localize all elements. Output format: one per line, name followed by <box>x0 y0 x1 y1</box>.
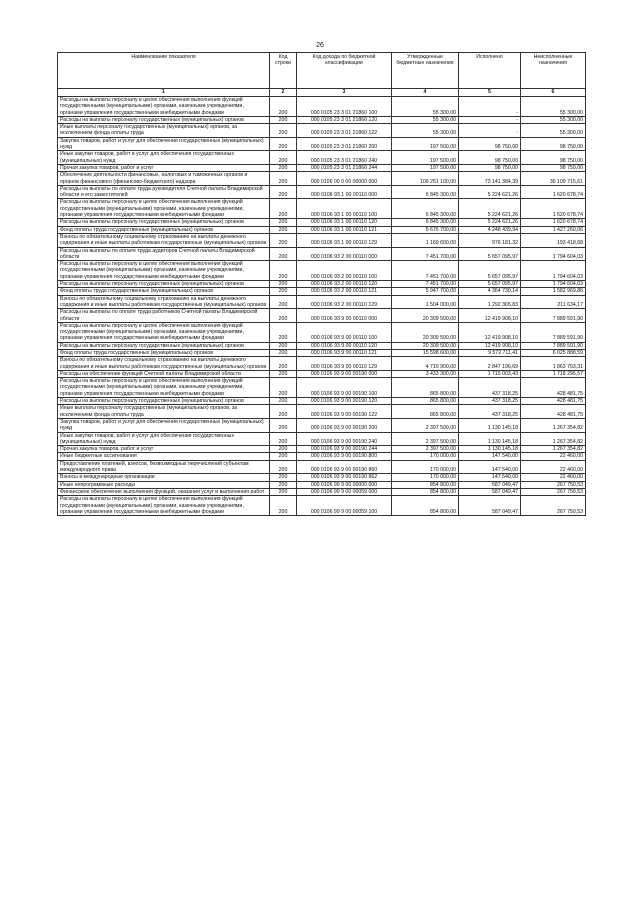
row-unexecuted-cell: 1 582 969,86 <box>521 288 586 295</box>
row-approved-cell: 197 500,00 <box>392 164 459 171</box>
row-unexecuted-cell: 428 481,75 <box>521 398 586 405</box>
page-number: 26 <box>316 42 324 49</box>
row-executed-cell: 1 715 003,43 <box>459 370 521 377</box>
row-unexecuted-cell: 1 794 604,03 <box>521 261 586 281</box>
row-approved-cell: 197 500,00 <box>392 151 459 165</box>
table-row <box>58 164 586 171</box>
row-classification-cell: 000 0106 93 9 00 00190 862 <box>297 474 392 481</box>
row-name-cell: Расходы на выплаты персоналу в целях обеспечения выполнения функций государственными (муниципальными) органами, казенными учреждениями, органами управления государственными внебюджетными фондами <box>58 97 270 117</box>
row-approved-cell: 55 300,00 <box>392 124 459 138</box>
row-approved-cell: 2 397 500,00 <box>392 418 459 432</box>
row-executed-cell: 5 224 621,26 <box>459 185 521 199</box>
table-row <box>58 322 586 342</box>
column-number: 5 <box>459 89 521 97</box>
table-row <box>58 233 586 247</box>
row-executed-cell: 437 318,25 <box>459 398 521 405</box>
row-approved-cell: 20 309 500,00 <box>392 322 459 342</box>
row-unexecuted-cell: 1 863 703,31 <box>521 357 586 371</box>
row-code-cell: 200 <box>270 446 297 453</box>
row-executed-cell: 98 750,00 <box>459 164 521 171</box>
row-approved-cell: 15 598 600,00 <box>392 349 459 356</box>
row-unexecuted-cell: 428 481,75 <box>521 405 586 419</box>
row-code-cell: 200 <box>270 185 297 199</box>
row-approved-cell: 5 947 700,00 <box>392 288 459 295</box>
row-approved-cell: 197 500,00 <box>392 137 459 151</box>
row-executed-cell: 12 419 908,10 <box>459 322 521 342</box>
row-classification-cell: 000 0106 93 9 00 00190 122 <box>297 405 392 419</box>
row-classification-cell: 000 0106 93 9 00 00190 244 <box>297 446 392 453</box>
table-row <box>58 378 586 398</box>
row-name-cell: Иные непрограммные расходы <box>58 481 270 488</box>
table-row <box>58 460 586 474</box>
row-classification-cell: 000 0106 93 2 00 00110 129 <box>297 295 392 309</box>
row-executed-cell: 5 657 095,97 <box>459 247 521 261</box>
row-name-cell: Расходы на выплаты персоналу в целях обеспечения выполнения функций государственными (муниципальными) органами, казенными учреждениями, органами управления государственными внебюджетными фондами <box>58 199 270 219</box>
table-row <box>58 349 586 356</box>
row-executed-cell: - <box>459 116 521 123</box>
row-unexecuted-cell: 7 889 591,90 <box>521 342 586 349</box>
row-name-cell: Взносы в международные организации <box>58 474 270 481</box>
row-classification-cell: 000 0106 93 1 00 00110 129 <box>297 233 392 247</box>
row-classification-cell: 000 0106 93 9 00 00190 860 <box>297 460 392 474</box>
row-executed-cell: 147 540,00 <box>459 453 521 460</box>
table-row <box>58 432 586 446</box>
row-unexecuted-cell: 1 427 260,06 <box>521 226 586 233</box>
row-code-cell: 200 <box>270 496 297 516</box>
row-executed-cell: 98 750,00 <box>459 151 521 165</box>
row-classification-cell: 000 0106 93 9 00 00190 000 <box>297 370 392 377</box>
table-row <box>58 488 586 495</box>
row-executed-cell: 5 657 095,97 <box>459 261 521 281</box>
row-classification-cell: 000 0105 23 3 01 21860 200 <box>297 137 392 151</box>
budget-execution-table <box>57 52 586 516</box>
row-classification-cell: 000 0106 93 9 00 00190 100 <box>297 378 392 398</box>
row-classification-cell: 000 0106 99 9 00 00059 000 <box>297 488 392 495</box>
row-name-cell: Прочая закупка товаров, работ и услуг <box>58 446 270 453</box>
row-name-cell: Предоставление платежей, взносов, безвозмездных перечислений субъектам международного права <box>58 460 270 474</box>
row-approved-cell: 6 845 300,00 <box>392 199 459 219</box>
row-executed-cell: 2 847 196,69 <box>459 357 521 371</box>
table-row <box>58 453 586 460</box>
row-code-cell: 200 <box>270 151 297 165</box>
row-code-cell: 200 <box>270 261 297 281</box>
row-approved-cell: 55 300,00 <box>392 97 459 117</box>
row-name-cell: Расходы на выплаты персоналу государственных (муниципальных) органов <box>58 219 270 226</box>
column-number: 1 <box>58 89 270 97</box>
row-name-cell: Расходы на выплаты персоналу государственных (муниципальных) органов <box>58 116 270 123</box>
table-row <box>58 281 586 288</box>
row-unexecuted-cell: 267 750,53 <box>521 481 586 488</box>
table-row <box>58 405 586 419</box>
row-classification-cell: 000 0106 00 0 00 00000 000 <box>297 172 392 186</box>
row-executed-cell: 12 419 908,10 <box>459 309 521 323</box>
row-classification-cell: 000 0106 93 9 00 00190 120 <box>297 398 392 405</box>
row-approved-cell: 7 451 700,00 <box>392 261 459 281</box>
row-code-cell: 200 <box>270 97 297 117</box>
row-code-cell: 200 <box>270 233 297 247</box>
header-executed: Исполнено <box>459 53 521 89</box>
row-name-cell: Расходы на выплаты по оплате труда руководителя Счетной палаты Владимирской области и его заместителей <box>58 185 270 199</box>
column-number-row <box>58 89 586 97</box>
row-code-cell: 200 <box>270 116 297 123</box>
row-executed-cell: 1 130 145,18 <box>459 446 521 453</box>
table-row <box>58 185 586 199</box>
row-name-cell: Расходы на выплаты персоналу государственных (муниципальных) органов <box>58 281 270 288</box>
row-classification-cell: 000 0105 23 3 01 21860 122 <box>297 124 392 138</box>
table-header-row <box>58 53 586 89</box>
row-approved-cell: 4 710 900,00 <box>392 357 459 371</box>
row-approved-cell: 55 300,00 <box>392 116 459 123</box>
row-approved-cell: 3 433 300,00 <box>392 370 459 377</box>
row-name-cell: Расходы на выплаты персоналу в целях обеспечения выполнения функций государственными (муниципальными) органами, казенными учреждениями, органами управления государственными внебюджетными фондами <box>58 378 270 398</box>
row-unexecuted-cell: 1 267 354,82 <box>521 446 586 453</box>
row-code-cell: 200 <box>270 172 297 186</box>
row-code-cell: 200 <box>270 342 297 349</box>
row-code-cell: 200 <box>270 370 297 377</box>
table-row <box>58 116 586 123</box>
table-row <box>58 247 586 261</box>
row-executed-cell: 1 130 145,18 <box>459 432 521 446</box>
row-classification-cell: 000 0106 93 2 00 00110 120 <box>297 281 392 288</box>
row-code-cell: 200 <box>270 281 297 288</box>
row-unexecuted-cell: 98 750,00 <box>521 137 586 151</box>
row-approved-cell: 7 451 700,00 <box>392 281 459 288</box>
header-code: Код строки <box>270 53 297 89</box>
row-classification-cell: 000 0106 93 1 00 00110 000 <box>297 185 392 199</box>
row-approved-cell: 865 800,00 <box>392 405 459 419</box>
table-row <box>58 342 586 349</box>
row-classification-cell: 000 0106 93 1 00 00110 120 <box>297 219 392 226</box>
row-executed-cell: 12 419 908,10 <box>459 342 521 349</box>
row-approved-cell: 854 800,00 <box>392 481 459 488</box>
table-row <box>58 474 586 481</box>
row-executed-cell: 587 049,47 <box>459 481 521 488</box>
row-name-cell: Расходы на выплаты персоналу государственных (муниципальных) органов <box>58 342 270 349</box>
row-classification-cell: 000 0106 93 9 00 00190 800 <box>297 453 392 460</box>
row-name-cell: Фонд оплаты труда государственных (муниципальных) органов <box>58 288 270 295</box>
row-code-cell: 200 <box>270 226 297 233</box>
row-executed-cell: 5 657 095,97 <box>459 281 521 288</box>
row-classification-cell: 000 0106 93 1 00 00110 100 <box>297 199 392 219</box>
row-unexecuted-cell: 1 794 604,03 <box>521 281 586 288</box>
row-name-cell: Взносы по обязательному социальному страхованию на выплаты денежного содержания и иные выплаты работникам государственных (муниципальных) органов <box>58 357 270 371</box>
row-approved-cell: 1 504 000,00 <box>392 295 459 309</box>
row-code-cell: 200 <box>270 219 297 226</box>
row-code-cell: 200 <box>270 453 297 460</box>
row-code-cell: 200 <box>270 322 297 342</box>
table-row <box>58 295 586 309</box>
row-name-cell: Расходы на выплаты по оплате труда работников Счетной палаты Владимирской области <box>58 309 270 323</box>
row-classification-cell: 000 0106 99 9 00 00059 100 <box>297 496 392 516</box>
row-code-cell: 200 <box>270 199 297 219</box>
table-row <box>58 226 586 233</box>
row-approved-cell: 6 845 300,00 <box>392 219 459 226</box>
row-classification-cell: 000 0106 93 9 00 00110 129 <box>297 357 392 371</box>
row-executed-cell: 4 248 439,94 <box>459 226 521 233</box>
row-classification-cell: 000 0105 23 3 01 21860 244 <box>297 164 392 171</box>
header-name: Наименование показателя <box>58 53 270 89</box>
row-unexecuted-cell: 1 718 296,57 <box>521 370 586 377</box>
row-unexecuted-cell: 22 460,00 <box>521 460 586 474</box>
row-name-cell: Расходы на выплаты по оплате труда аудиторов Счетной палаты Владимирской области <box>58 247 270 261</box>
row-executed-cell: 437 318,25 <box>459 405 521 419</box>
row-name-cell: Закупка товаров, работ и услуг для обеспечения государственных (муниципальных) нужд <box>58 418 270 432</box>
row-classification-cell: 000 0106 93 1 00 00110 121 <box>297 226 392 233</box>
table-row <box>58 137 586 151</box>
row-code-cell: 200 <box>270 432 297 446</box>
table-row <box>58 97 586 117</box>
column-number: 6 <box>521 89 586 97</box>
row-unexecuted-cell: 211 634,17 <box>521 295 586 309</box>
row-name-cell: Финансовое обеспечение выполнения функций, оказания услуг и выполнения работ <box>58 488 270 495</box>
row-unexecuted-cell: 1 794 604,03 <box>521 247 586 261</box>
row-executed-cell: 1 292 365,83 <box>459 295 521 309</box>
row-executed-cell: 147 540,00 <box>459 474 521 481</box>
row-code-cell: 200 <box>270 137 297 151</box>
row-unexecuted-cell: 98 750,00 <box>521 164 586 171</box>
row-executed-cell: 98 750,00 <box>459 137 521 151</box>
table-row <box>58 288 586 295</box>
row-unexecuted-cell: 1 267 354,82 <box>521 432 586 446</box>
row-code-cell: 200 <box>270 124 297 138</box>
table-row <box>58 199 586 219</box>
column-number: 2 <box>270 89 297 97</box>
table-row <box>58 151 586 165</box>
header-approved: Утвержденные бюджетные назначения <box>392 53 459 89</box>
row-approved-cell: 20 309 500,00 <box>392 309 459 323</box>
row-code-cell: 200 <box>270 474 297 481</box>
row-unexecuted-cell: 55 300,00 <box>521 116 586 123</box>
row-executed-cell: 9 572 711,41 <box>459 349 521 356</box>
row-code-cell: 200 <box>270 357 297 371</box>
row-unexecuted-cell: 193 418,68 <box>521 233 586 247</box>
table-row <box>58 418 586 432</box>
row-classification-cell: 000 0106 93 2 00 00110 121 <box>297 288 392 295</box>
row-unexecuted-cell: 1 267 354,82 <box>521 418 586 432</box>
row-name-cell: Закупка товаров, работ и услуг для обеспечения государственных (муниципальных) нужд <box>58 137 270 151</box>
table-row <box>58 446 586 453</box>
row-unexecuted-cell: 1 620 678,74 <box>521 219 586 226</box>
row-code-cell: 200 <box>270 309 297 323</box>
row-approved-cell: 7 451 700,00 <box>392 247 459 261</box>
row-unexecuted-cell: 1 620 678,74 <box>521 185 586 199</box>
row-approved-cell: 109 251 100,00 <box>392 172 459 186</box>
row-unexecuted-cell: 267 750,53 <box>521 496 586 516</box>
row-classification-cell: 000 0106 99 9 00 00000 000 <box>297 481 392 488</box>
table-row <box>58 357 586 371</box>
row-name-cell: Иные закупки товаров, работ и услуг для обеспечения государственных (муниципальных) нужд <box>58 432 270 446</box>
row-name-cell: Расходы на выплаты персоналу в целях обеспечения выполнения функций государственными (муниципальными) органами, казенными учреждениями, органами управления государственными внебюджетными фондами <box>58 496 270 516</box>
header-unexecuted: Неисполненные назначения <box>521 53 586 89</box>
row-approved-cell: 170 000,00 <box>392 474 459 481</box>
row-classification-cell: 000 0106 93 2 00 00110 000 <box>297 247 392 261</box>
row-approved-cell: 2 397 500,00 <box>392 446 459 453</box>
row-classification-cell: 000 0106 93 2 00 00110 100 <box>297 261 392 281</box>
row-approved-cell: 5 675 700,00 <box>392 226 459 233</box>
row-approved-cell: 854 800,00 <box>392 488 459 495</box>
budget-execution-table-wrapper <box>57 52 585 516</box>
row-unexecuted-cell: 428 481,75 <box>521 378 586 398</box>
row-classification-cell: 000 0105 23 3 01 21860 240 <box>297 151 392 165</box>
table-row <box>58 309 586 323</box>
row-classification-cell: 000 0106 93 9 00 00190 200 <box>297 418 392 432</box>
table-row <box>58 219 586 226</box>
table-row <box>58 496 586 516</box>
row-unexecuted-cell: 36 109 715,61 <box>521 172 586 186</box>
row-approved-cell: 170 000,00 <box>392 453 459 460</box>
row-unexecuted-cell: 98 750,00 <box>521 151 586 165</box>
row-name-cell: Расходы на выплаты персоналу в целях обеспечения выполнения функций государственными (муниципальными) органами, казенными учреждениями, органами управления государственными внебюджетными фондами <box>58 261 270 281</box>
row-unexecuted-cell: 1 620 678,74 <box>521 199 586 219</box>
column-number: 3 <box>297 89 392 97</box>
table-row <box>58 398 586 405</box>
row-executed-cell: 587 049,47 <box>459 496 521 516</box>
row-classification-cell: 000 0105 23 3 01 21860 120 <box>297 116 392 123</box>
row-code-cell: 200 <box>270 481 297 488</box>
table-row <box>58 261 586 281</box>
row-unexecuted-cell: 267 750,53 <box>521 488 586 495</box>
header-classification: Код дохода по бюджетной классификации <box>297 53 392 89</box>
table-body <box>58 89 586 516</box>
row-unexecuted-cell: 55 300,00 <box>521 124 586 138</box>
row-name-cell: Иные бюджетные ассигнования <box>58 453 270 460</box>
row-code-cell: 200 <box>270 164 297 171</box>
row-name-cell: Расходы на выплаты персоналу государственных (муниципальных) органов <box>58 398 270 405</box>
row-approved-cell: 170 000,00 <box>392 460 459 474</box>
row-name-cell: Иные выплаты персоналу государственных (муниципальных) органов, за исключением фонда оплаты труда <box>58 405 270 419</box>
row-unexecuted-cell: 22 460,00 <box>521 474 586 481</box>
row-classification-cell: 000 0106 93 9 00 00190 240 <box>297 432 392 446</box>
row-classification-cell: 000 0105 23 3 01 21860 100 <box>297 97 392 117</box>
row-approved-cell: 2 397 500,00 <box>392 432 459 446</box>
row-name-cell: Иные выплаты персоналу государственных (муниципальных) органов, за исключением фонда оплаты труда <box>58 124 270 138</box>
table-row <box>58 124 586 138</box>
row-unexecuted-cell: 22 460,00 <box>521 453 586 460</box>
row-unexecuted-cell: 7 889 591,90 <box>521 309 586 323</box>
row-code-cell: 200 <box>270 488 297 495</box>
row-classification-cell: 000 0106 93 9 00 00110 120 <box>297 342 392 349</box>
row-classification-cell: 000 0106 93 9 00 00110 100 <box>297 322 392 342</box>
row-name-cell: Взносы по обязательному социальному страхованию на выплаты денежного содержания и иные выплаты работникам государственных (муниципальных) органов <box>58 233 270 247</box>
column-number: 4 <box>392 89 459 97</box>
row-executed-cell: 5 224 621,26 <box>459 219 521 226</box>
table-row <box>58 481 586 488</box>
row-classification-cell: 000 0106 93 9 00 00110 000 <box>297 309 392 323</box>
row-unexecuted-cell: 55 300,00 <box>521 97 586 117</box>
row-executed-cell: 976 181,32 <box>459 233 521 247</box>
row-code-cell: 200 <box>270 247 297 261</box>
row-executed-cell: 5 224 621,26 <box>459 199 521 219</box>
row-approved-cell: 20 309 500,00 <box>392 342 459 349</box>
row-approved-cell: 865 800,00 <box>392 378 459 398</box>
row-name-cell: Фонд оплаты труда государственных (муниципальных) органов <box>58 349 270 356</box>
row-name-cell: Расходы на выплаты персоналу в целях обеспечения выполнения функций государственными (муниципальными) органами, казенными учреждениями, органами управления государственными внебюджетными фондами <box>58 322 270 342</box>
row-executed-cell: 587 049,47 <box>459 488 521 495</box>
row-code-cell: 200 <box>270 378 297 398</box>
row-unexecuted-cell: 6 025 888,59 <box>521 349 586 356</box>
row-code-cell: 200 <box>270 349 297 356</box>
row-approved-cell: 865 800,00 <box>392 398 459 405</box>
row-unexecuted-cell: 7 889 591,90 <box>521 322 586 342</box>
row-name-cell: Обеспечение деятельности финансовых, налоговых и таможенных органов и органов финансового (финансово-бюджетного) надзора <box>58 172 270 186</box>
row-code-cell: 200 <box>270 295 297 309</box>
row-name-cell: Фонд оплаты труда государственных (муниципальных) органов <box>58 226 270 233</box>
row-executed-cell: 147 540,00 <box>459 460 521 474</box>
table-row <box>58 172 586 186</box>
row-approved-cell: 6 845 300,00 <box>392 185 459 199</box>
row-code-cell: 200 <box>270 405 297 419</box>
table-row <box>58 370 586 377</box>
row-name-cell: Взносы по обязательному социальному страхованию на выплаты денежного содержания и иные выплаты работникам государственных (муниципальных) органов <box>58 295 270 309</box>
row-code-cell: 200 <box>270 418 297 432</box>
row-code-cell: 200 <box>270 288 297 295</box>
row-executed-cell: - <box>459 124 521 138</box>
row-approved-cell: 854 800,00 <box>392 496 459 516</box>
row-code-cell: 200 <box>270 460 297 474</box>
row-executed-cell: 4 364 730,14 <box>459 288 521 295</box>
row-name-cell: Иные закупки товаров, работ и услуг для обеспечения государственных (муниципальных) нужд <box>58 151 270 165</box>
row-name-cell: Прочая закупка товаров, работ и услуг <box>58 164 270 171</box>
row-executed-cell: 73 141 384,39 <box>459 172 521 186</box>
row-approved-cell: 1 169 600,00 <box>392 233 459 247</box>
row-classification-cell: 000 0106 93 9 00 00110 121 <box>297 349 392 356</box>
row-name-cell: Расходы на обеспечение функций Счетной палаты Владимирской области <box>58 370 270 377</box>
row-executed-cell: 437 318,25 <box>459 378 521 398</box>
row-code-cell: 200 <box>270 398 297 405</box>
row-executed-cell: - <box>459 97 521 117</box>
row-executed-cell: 1 130 145,18 <box>459 418 521 432</box>
